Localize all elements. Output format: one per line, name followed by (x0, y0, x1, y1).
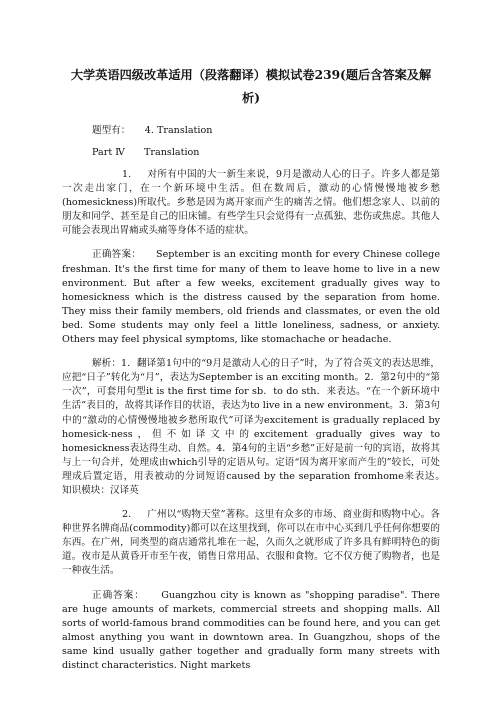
question-2-number: 2. (122, 509, 132, 521)
part-heading: Part Ⅳ Translation (92, 147, 200, 158)
question-1-number: 1. (122, 169, 132, 180)
question-1-text (62, 168, 440, 238)
question-1-analysis: 解析：1．翻译第1句中的“9月是激动人心的日子”时，为了符合英文的表达思维，应把“日子”转化为“月”，表达为September is an exciting month。2．第2句中的“第一次”，可套用句型it is the first time for sb．to do sth．来表达。“在一个新环境中生活”表目的，故将其译作目的状语，表达为to live in a new environment。3．第3句中的“激动的心情慢慢地被乡愁所取代”可译为excitement is gradually replaced by homesick-ness，但不如译文中的excitement gradually gives way to homesickness表达得生动、自然。4．第4句的主语“乡愁”正好是前一句的宾语，故将其与上一句合并，处理成由which引导的定语从句。定语“因为离开家而产生的”较长，可处理成后置定语，用表被动的分词短语caused by the separation fromhome来表达。 知识模块：汉译英 (62, 358, 450, 496)
question-2-answer: 正确答案： Guangzhou city is known as "shopping paradise". There are huge amounts of markets, commercial streets and shopping malls. All sorts of world-famous brand commodities can be found here, and you can get almost anything you want in downtown area. In Guangzhou, shops of the same kind usually gather together and gradually form many streets with distinct characteristics. Night markets (62, 589, 440, 671)
question-2-text (62, 508, 440, 578)
document-title: 大学英语四级改革适用（段落翻译）模拟试卷239(题后含答案及解析) (70, 68, 432, 105)
question-type: 题型有： 4. Translation (92, 125, 213, 136)
question-1-answer: 正确答案： September is an exciting month for every Chinese college freshman. It's the first time for many of them to leave home to live in a new environment. But after a few weeks, excitement gradually gives way to homesickness which is the distress caused by the separation from home. They miss their family members, old friends and classmates, or even the old bed. Some students may only feel a little loneliness, sadness, or anxiety. Others may feel physical symptoms, like stomachache or headache. (62, 249, 440, 346)
question-1-body: 对所有中国的大一新生来说，9月是激动人心的日子。许多人都是第一次走出家门，在一个新环境中生活。但在数周后，激动的心情慢慢地被乡愁(homesickness)所取代。乡愁是因为离开家而产生的痛苦之情。他们想念家人、以前的朋友和同学、甚至是自己的旧床铺。有些学生只会觉得有一点孤独、悲伤或焦虑。其他人可能会表现出胃痛或头痛等身体不适的症状。 (62, 169, 440, 237)
question-2-body: 广州以“购物天堂”著称。这里有众多的市场、商业街和购物中心。各种世界名牌商品(commodity)都可以在这里找到，你可以在市中心买到几乎任何你想要的东西。在广州，同类型的商店通常扎堆在一起，久而久之就形成了许多具有鲜明特色的街道。夜市是从黄昏开市至午夜，销售日常用品、衣服和食物。它不仅方便了购物者，也是一种夜生活。 (62, 509, 440, 577)
